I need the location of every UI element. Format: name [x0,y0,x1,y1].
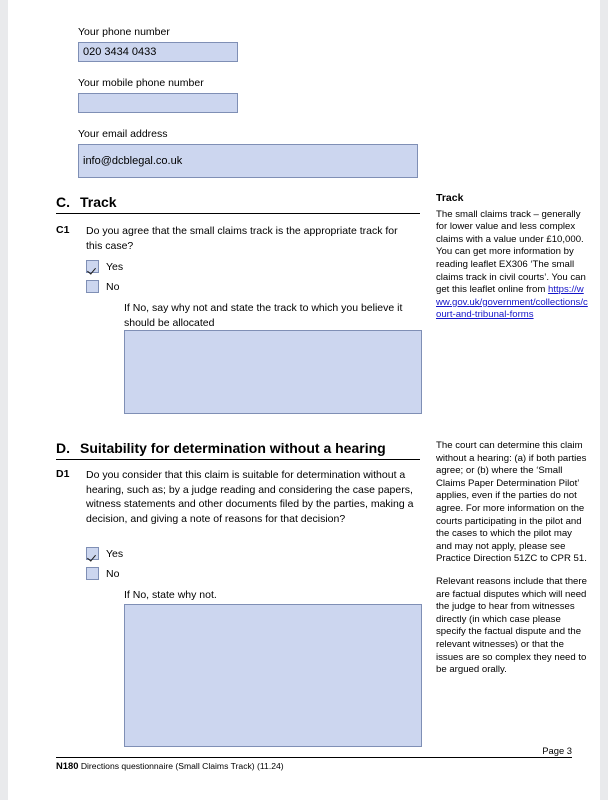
checkbox-empty-icon[interactable] [86,567,99,580]
guidance-track-text: The small claims track – generally for lower value and less complex claims with a value under £10,000. You can get more information by reading leaflet EX306 ‘The small claims track in civil courts’. You can get this leaflet online from [436,208,586,296]
page-right-margin [600,0,608,800]
c1-sub-textarea[interactable] [124,330,422,414]
footer-form-reference [56,760,284,771]
phone-number-field-block [78,26,238,62]
checkbox-checked-icon[interactable] [86,547,99,560]
c1-option-yes-label: Yes [106,260,124,273]
question-c1-number: C1 [56,224,70,236]
page-content [8,0,600,800]
c1-sub-label: If No, say why not and state the track to which you believe it should be allocated [124,302,403,329]
mobile-number-input[interactable] [78,93,238,113]
phone-number-label: Your phone number [78,26,170,38]
guidance-determination [436,440,588,687]
footer-divider [56,757,572,758]
c1-option-no[interactable] [86,280,119,293]
checkbox-checked-icon[interactable] [86,260,99,273]
d1-sub-textarea[interactable] [124,604,422,747]
mobile-number-label: Your mobile phone number [78,77,204,89]
c1-option-no-label: No [106,280,120,293]
d1-option-no-label: No [106,567,120,580]
page-number: Page 3 [542,745,572,756]
email-field-block [78,128,418,178]
question-d1-text: Do you consider that this claim is suitable for determination without a hearing, such as; by a judge reading and considering the case papers, witness statements and other documents filed by the parties, making a decision, and giving a note of reasons for that decision? [86,469,414,525]
d1-option-yes-label: Yes [106,547,124,560]
guidance-track-title: Track [436,192,464,204]
section-c-title: Track [80,194,117,210]
gov-uk-forms-link[interactable]: https://www.gov.uk/government/collections/court-and-tribunal-forms [436,284,588,321]
section-c-letter: C. [56,194,70,210]
mobile-number-field-block [78,77,238,113]
checkbox-empty-icon[interactable] [86,280,99,293]
question-c1-text: Do you agree that the small claims track is the appropriate track for this case? [86,225,398,252]
email-label: Your email address [78,128,168,140]
guidance-determination-paragraph-2: Relevant reasons include that there are factual disputes which will need the judge to hear from witnesses directly (in which case please specify the factual dispute and the relevant witnesses) or that the issues are so complex they need to be argued orally. [436,575,587,676]
section-d-title: Suitability for determination without a hearing [80,440,386,456]
question-d1-number: D1 [56,468,70,480]
d1-option-yes[interactable] [86,547,123,560]
section-d-rule [56,459,420,460]
email-input[interactable] [78,144,418,178]
page-left-margin [0,0,8,800]
d1-sub-label: If No, state why not. [124,589,217,601]
d1-option-no[interactable] [86,567,119,580]
guidance-track-paragraph [436,209,588,322]
footer-form-name: Directions questionnaire (Small Claims Track) (11.24) [80,761,284,771]
guidance-track [436,192,588,332]
guidance-determination-paragraph-1: The court can determine this claim without a hearing: (a) if both parties agree; or (b) where the ‘Small Claims Paper Determination Pilot’ applies, even if the parties do not agree. For more information on the courts participating in the pilot and the cases to which the pilot may and may not apply, please see Practice Direction 51ZC to CPR 51. [436,440,587,565]
section-c-rule [56,213,420,214]
phone-number-input[interactable] [78,42,238,62]
c1-option-yes[interactable] [86,260,123,273]
section-d-letter: D. [56,440,70,456]
footer-form-code: N180 [56,760,79,771]
